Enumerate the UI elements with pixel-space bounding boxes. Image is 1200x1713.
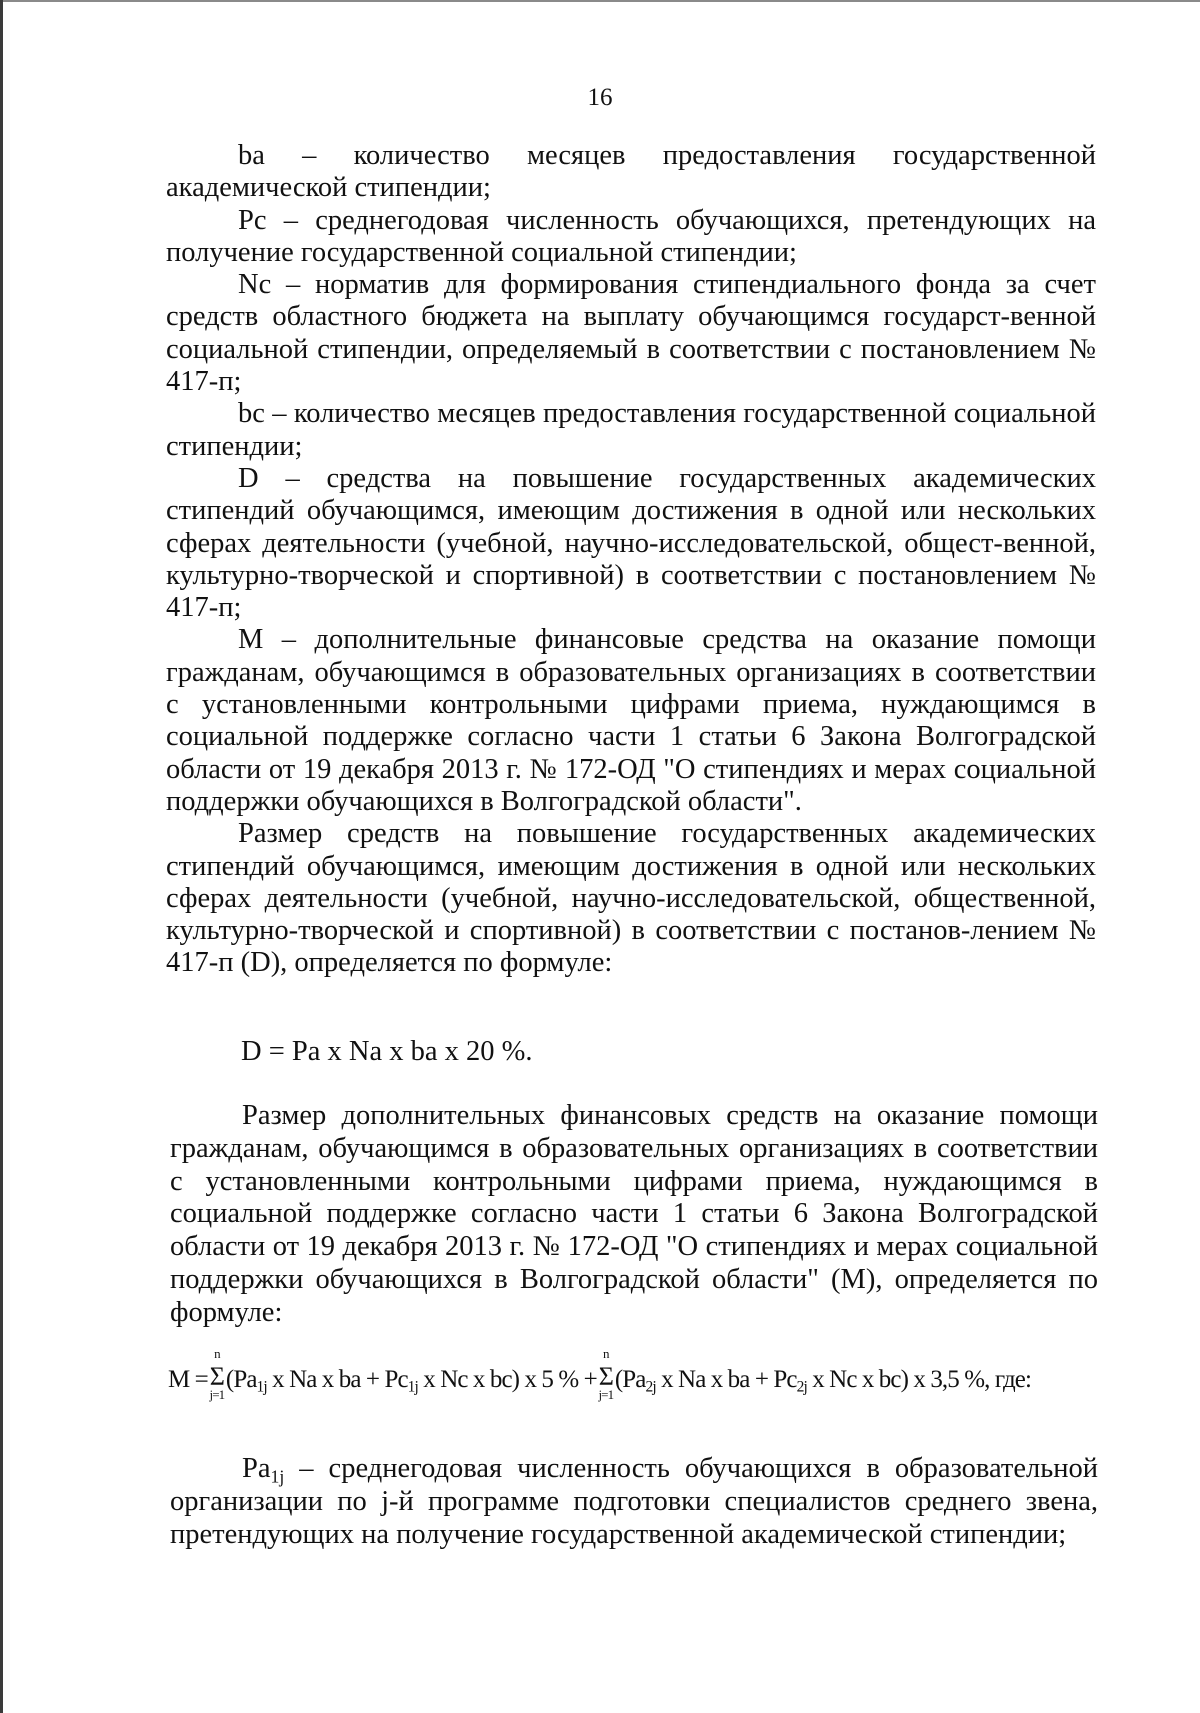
sum-1-sign: Σ: [209, 1362, 224, 1392]
pa1j-definition-block: [170, 1452, 1098, 1551]
formula-m-term2-b: x Na x ba + Pc: [655, 1366, 797, 1393]
definition-pc: [166, 205, 1096, 270]
symbol-m: M: [238, 624, 264, 656]
definitions-block: [166, 140, 1096, 980]
formula-m-term2-b-sub: 2j: [796, 1378, 807, 1396]
formula-m-term2-c: x Nc x bc) x 3,5 %, где:: [806, 1366, 1032, 1393]
sum-symbol-2: [597, 1346, 615, 1403]
definition-ba-text: – количество месяцев предоставления государственной академической стипендии;: [166, 140, 1096, 204]
symbol-pa1j: Pa: [242, 1453, 271, 1484]
definition-d: [166, 463, 1096, 624]
sum-2-upper: n: [603, 1346, 609, 1362]
definition-nc: [166, 269, 1096, 398]
definition-pc-text: – среднегодовая численность обучающихся, претендующих на получение государственной социальной стипендии;: [166, 204, 1096, 268]
scan-top-edge: [0, 0, 1200, 2]
symbol-pc: Pc: [238, 204, 267, 236]
definition-d-text: – средства на повышение государственных академических стипендий обучающимся, имеющим достижения в одной или нескольких сферах деятельности (учебной, научно-исследовательской, общест-венной, культурно-творческой и спортивной) в соответствии с постановлением № 417-п;: [166, 462, 1097, 624]
symbol-bc: bc: [238, 398, 265, 430]
formula-m-term1-c: x Nc x bc) x 5 % +: [417, 1366, 597, 1393]
symbol-d: D: [238, 462, 259, 494]
symbol-ba: ba: [238, 140, 265, 171]
sum-symbol-1: [208, 1346, 226, 1403]
sum-2-sign: Σ: [598, 1362, 613, 1392]
formula-m-term1-a-sub: 1j: [256, 1378, 267, 1396]
formula-m-term1-a: (Pa: [225, 1366, 257, 1393]
sum-1-lower: j=1: [209, 1387, 225, 1403]
paragraph-d-size: Размер средств на повышение государственных академических стипендий обучающимся, имеющим достижения в одной или нескольких сферах деятельности (учебной, научно-исследовательской, общественной, культурно-творческой и спортивной) в соответствии с постанов-лением № 417-п (D), определяется по формуле:: [166, 818, 1096, 979]
formula-m: [168, 1346, 1032, 1403]
definition-ba: [166, 140, 1096, 205]
formula-d: D = Pa x Na x ba x 20 %.: [241, 1036, 533, 1067]
definition-pa1j: [170, 1452, 1098, 1551]
formula-m-term1-b: x Na x ba + Pc: [266, 1366, 408, 1393]
formula-m-term2-a: (Pa: [614, 1366, 646, 1393]
definition-pa1j-text: – среднегодовая численность обучающихся в образовательной организации по j-й программе подготовки специалистов среднего звена, претендующих на получение государственной академической стипендии;: [170, 1453, 1098, 1550]
symbol-nc: Nc: [238, 269, 272, 301]
definition-m-text: – дополнительные финансовые средства на оказание помощи гражданам, обучающимся в образовательных организациях в соответствии с установленными контрольными цифрами приема, нуждающимся в социальной поддержке согласно части 1 статьи 6 Закона Волгоградской области от 19 декабря 2013 г. № 172-ОД "О стипендиях и мерах социальной поддержки обучающихся в Волгоградской области".: [166, 624, 1096, 817]
paragraph-m-block: [170, 1100, 1098, 1330]
symbol-pa1j-sub: 1j: [270, 1466, 285, 1487]
definition-m: [166, 624, 1096, 818]
definition-bc: [166, 398, 1096, 463]
sum-2-lower: j=1: [598, 1387, 614, 1403]
page-number: 16: [587, 84, 613, 111]
definition-bc-text: – количество месяцев предоставления государственной социальной стипендии;: [166, 398, 1096, 462]
paragraph-m-size: Размер дополнительных финансовых средств на оказание помощи гражданам, обучающимся в образовательных организациях в соответствии с установленными контрольными цифрами приема, нуждающимся в социальной поддержке согласно части 1 статьи 6 Закона Волгоградской области от 19 декабря 2013 г. № 172-ОД "О стипендиях и мерах социальной поддержки обучающихся в Волгоградской области" (М), определяется по формуле:: [170, 1100, 1098, 1328]
formula-m-term2-a-sub: 2j: [645, 1378, 656, 1396]
definition-nc-text: – норматив для формирования стипендиального фонда за счет средств областного бюджета на выплату обучающимся государст-венной социальной стипендии, определяемый в соответствии с постановлением № 417-п;: [166, 269, 1096, 398]
formula-m-lhs: M =: [168, 1366, 208, 1393]
sum-1-upper: n: [214, 1346, 220, 1362]
formula-m-term1-b-sub: 1j: [407, 1378, 418, 1396]
scan-left-edge: [0, 0, 3, 1713]
